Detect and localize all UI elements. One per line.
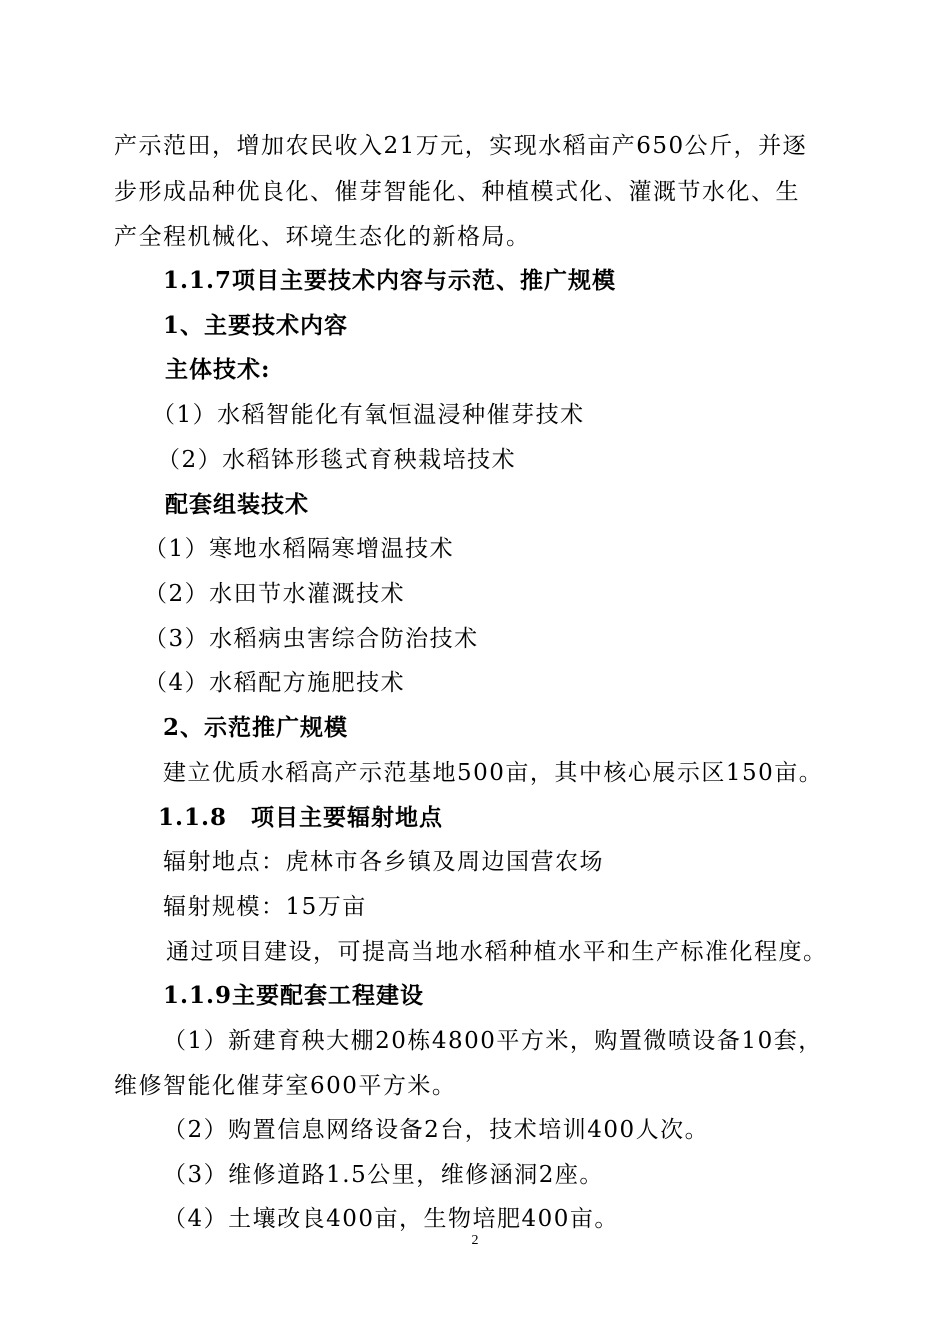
radiation-location: 辐射地点：虎林市各乡镇及周边国营农场 <box>163 849 604 875</box>
support-tech-item-4: （4）水稻配方施肥技术 <box>144 670 406 696</box>
main-tech-content-heading: 1、主要技术内容 <box>163 312 349 339</box>
engineering-item-3: （3）维修道路1.5公里，维修涵洞2座。 <box>163 1162 604 1188</box>
paragraph-line-3: 产全程机械化、环境生态化的新格局。 <box>114 224 531 250</box>
section-117-heading: 1.1.7项目主要技术内容与示范、推广规模 <box>163 267 617 294</box>
paragraph-line-2: 步形成品种优良化、催芽智能化、种植模式化、灌溉节水化、生 <box>114 179 800 205</box>
paragraph-line-1: 产示范田，增加农民收入21万元，实现水稻亩产650公斤，并逐 <box>114 133 808 159</box>
section-118-heading: 1.1.8 项目主要辐射地点 <box>158 804 444 831</box>
support-tech-item-3: （3）水稻病虫害综合防治技术 <box>144 626 479 652</box>
main-tech-item-1: （1）水稻智能化有氧恒温浸种催芽技术 <box>152 402 585 428</box>
engineering-item-1-line-1: （1）新建育秧大棚20栋4800平方米，购置微喷设备10套， <box>163 1028 823 1054</box>
radiation-summary: 通过项目建设，可提高当地水稻种植水平和生产标准化程度。 <box>166 939 828 965</box>
engineering-item-2: （2）购置信息网络设备2台，技术培训400人次。 <box>163 1117 710 1143</box>
radiation-scale: 辐射规模：15万亩 <box>163 894 367 920</box>
main-tech-item-2: （2）水稻钵形毯式育秧栽培技术 <box>157 447 517 473</box>
main-tech-heading: 主体技术: <box>165 356 271 383</box>
engineering-item-4: （4）土壤改良400亩，生物培肥400亩。 <box>163 1206 619 1232</box>
support-tech-item-1: （1）寒地水稻隔寒增温技术 <box>144 536 455 562</box>
support-tech-item-2: （2）水田节水灌溉技术 <box>144 581 406 607</box>
section-119-heading: 1.1.9主要配套工程建设 <box>163 982 425 1009</box>
page-number: 2 <box>471 1233 479 1248</box>
engineering-item-1-line-2: 维修智能化催芽室600平方米。 <box>114 1073 457 1099</box>
support-tech-heading: 配套组装技术 <box>165 491 309 518</box>
demo-scale-heading: 2、示范推广规模 <box>163 714 349 741</box>
demo-scale-text: 建立优质水稻高产示范基地500亩，其中核心展示区150亩。 <box>163 760 824 786</box>
